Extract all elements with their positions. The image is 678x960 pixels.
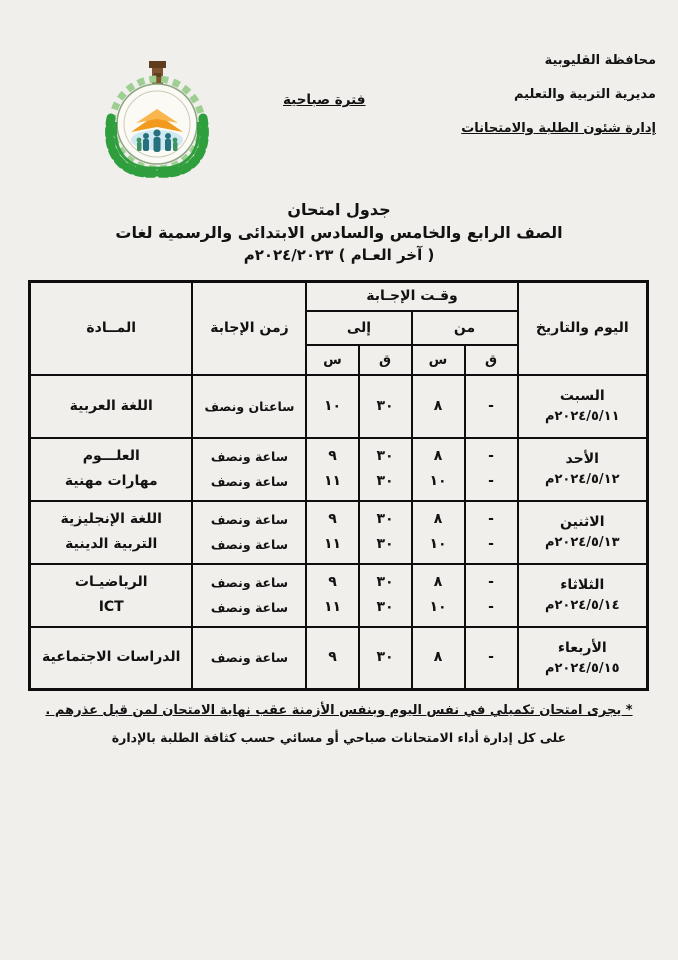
- cell-day-date: الثلاثاء ٢٠٢٤/٥/١٤م: [518, 564, 648, 627]
- cell-from-hours: ٨ ١٠: [412, 438, 465, 501]
- cell-duration: ساعة ونصف ساعة ونصف: [192, 564, 306, 627]
- cell-from-minutes: -: [465, 375, 518, 438]
- cell-subject: اللغة العربية: [29, 375, 192, 438]
- cell-subject: الرياضيـات ICT: [29, 564, 192, 627]
- letterhead: [0, 0, 678, 190]
- cell-subject: العلـــوم مهارات مهنية: [29, 438, 192, 501]
- cell-subject: الدراسات الاجتماعية: [29, 627, 192, 690]
- cell-from-minutes: - -: [465, 438, 518, 501]
- cell-from-minutes: - -: [465, 501, 518, 564]
- schedule-table-body: [29, 375, 647, 690]
- org-line-administration: إدارة شئون الطلبة والامتحانات: [461, 121, 656, 136]
- footnote-administration: على كل إدارة أداء الامتحانات صباحي أو مسائي حسب كثافة الطلبة بالإدارة: [111, 730, 567, 745]
- header-duration: زمن الإجابة: [192, 282, 306, 375]
- footnote-makeup-exam: * يجرى امتحان تكميلي في نفس اليوم وبنفس الأزمنة عقب نهاية الامتحان لمن قبل عذرهم .: [45, 703, 633, 718]
- document-title: [0, 198, 678, 267]
- cell-to-hours: ٩ ١١: [306, 438, 358, 501]
- cell-from-hours: ٨: [412, 375, 465, 438]
- org-line-directorate: مديرية التربية والتعليم: [513, 87, 656, 102]
- cell-to-hours: ٩ ١١: [306, 564, 358, 627]
- cell-to-minutes: ٣٠: [359, 375, 412, 438]
- header-to-minutes: ق: [359, 345, 412, 375]
- cell-to-minutes: ٣٠: [359, 627, 412, 690]
- exam-schedule-table: [28, 280, 649, 691]
- cell-to-minutes: ٣٠ ٣٠: [359, 438, 412, 501]
- cell-to-minutes: ٣٠ ٣٠: [359, 564, 412, 627]
- title-line-3: ( آخر العـام ) ٢٠٢٤/٢٠٢٣م: [243, 246, 435, 264]
- cell-duration: ساعة ونصف ساعة ونصف: [192, 438, 306, 501]
- header-from-minutes: ق: [465, 345, 518, 375]
- table-row: [29, 564, 647, 627]
- cell-subject: اللغة الإنجليزية التربية الدينية: [29, 501, 192, 564]
- cell-day-date: السبت ٢٠٢٤/٥/١١م: [518, 375, 648, 438]
- header-subject: المــادة: [29, 282, 192, 375]
- organization-block: [461, 44, 656, 146]
- cell-duration: ساعة ونصف: [192, 627, 306, 690]
- title-line-2: الصف الرابع والخامس والسادس الابتدائى والرسمية لغات: [115, 223, 563, 242]
- cell-day-date: الاثنين ٢٠٢٤/٥/١٣م: [518, 501, 648, 564]
- footnotes: [0, 703, 678, 745]
- cell-to-hours: ٩ ١١: [306, 501, 358, 564]
- cell-day-date: الأربعاء ٢٠٢٤/٥/١٥م: [518, 627, 648, 690]
- header-to: إلى: [306, 311, 411, 345]
- cell-from-minutes: - -: [465, 564, 518, 627]
- governorate-logo-icon: [96, 56, 218, 180]
- header-answer-time: وقـت الإجـابة: [306, 282, 517, 311]
- cell-from-hours: ٨: [412, 627, 465, 690]
- header-from-hours: س: [412, 345, 465, 375]
- title-line-1: جدول امتحان: [287, 200, 391, 219]
- org-line-governorate: محافظة القليوبية: [544, 53, 656, 68]
- table-row: [29, 438, 647, 501]
- table-row: [29, 501, 647, 564]
- exam-period-label: فترة صباحية: [283, 92, 366, 108]
- header-from: من: [412, 311, 518, 345]
- cell-day-date: الأحد ٢٠٢٤/٥/١٢م: [518, 438, 648, 501]
- cell-from-minutes: -: [465, 627, 518, 690]
- cell-to-hours: ١٠: [306, 375, 358, 438]
- table-header: [29, 282, 647, 375]
- cell-from-hours: ٨ ١٠: [412, 501, 465, 564]
- header-to-hours: س: [306, 345, 358, 375]
- cell-from-hours: ٨ ١٠: [412, 564, 465, 627]
- table-row: [29, 627, 647, 690]
- cell-duration: ساعة ونصف ساعة ونصف: [192, 501, 306, 564]
- cell-to-hours: ٩: [306, 627, 358, 690]
- cell-duration: ساعتان ونصف: [192, 375, 306, 438]
- table-row: [29, 375, 647, 438]
- header-day-date: اليوم والتاريخ: [518, 282, 648, 375]
- cell-to-minutes: ٣٠ ٣٠: [359, 501, 412, 564]
